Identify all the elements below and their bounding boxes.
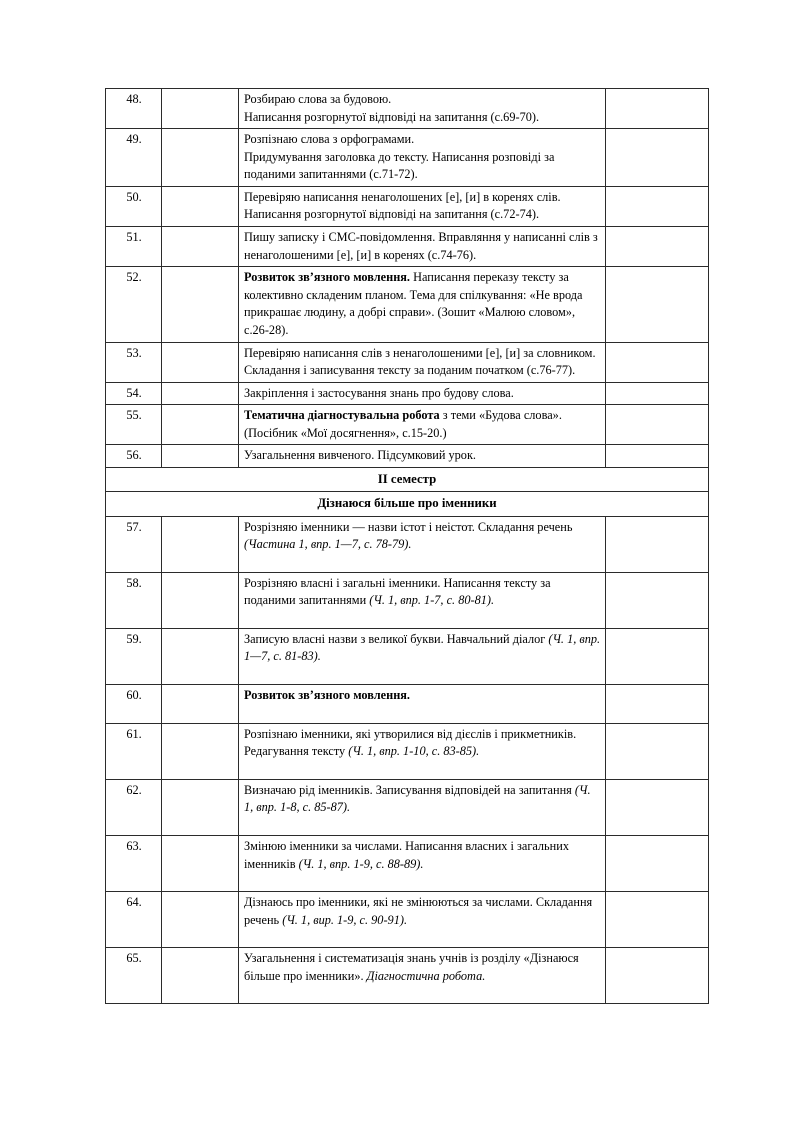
lesson-number-cell: 60. xyxy=(106,685,162,724)
lesson-date-cell[interactable] xyxy=(162,516,239,572)
lesson-date-cell[interactable] xyxy=(162,685,239,724)
lesson-date-cell[interactable] xyxy=(162,342,239,382)
lesson-date-cell[interactable] xyxy=(162,186,239,226)
topic-text-segment: Дізнаюсь про іменники, які не змінюються за числами. Складання речень xyxy=(244,895,593,927)
lesson-note-cell[interactable] xyxy=(606,516,709,572)
topic-line xyxy=(244,91,601,109)
topic-text-segment: (Ч. 1, вир. 1-9, с. 90-91). xyxy=(282,912,408,927)
lesson-date-cell[interactable] xyxy=(162,948,239,1004)
topic-text-segment: Розрізняю власні і загальні іменники. Написання тексту за поданими запитаннями xyxy=(244,575,551,608)
topic-text-segment: (Ч. 1, впр. 1—7, с. 81-83). xyxy=(244,631,601,664)
lesson-topic-cell xyxy=(239,835,606,891)
lesson-plan-body xyxy=(106,89,709,1004)
lesson-note-cell[interactable] xyxy=(606,628,709,684)
lesson-topic-cell xyxy=(239,572,606,628)
lesson-number-cell: 50. xyxy=(106,186,162,226)
topic-line xyxy=(244,631,601,666)
topic-text-segment: Написання переказу тексту за колективно складеним планом. Тема для спілкування: «Не врода прикрашає людину, а добрі справи». (Зошит «Малюю словом», с.26-28). xyxy=(244,270,583,337)
table-row xyxy=(106,342,709,382)
topic-line xyxy=(244,447,601,465)
topic-text-segment: (Ч. 1, впр. 1-9, с. 88-89). xyxy=(298,856,424,871)
topic-line xyxy=(244,894,601,929)
table-row xyxy=(106,835,709,891)
lesson-note-cell[interactable] xyxy=(606,779,709,835)
lesson-note-cell[interactable] xyxy=(606,267,709,342)
topic-line xyxy=(244,189,601,207)
topic-text-segment: (Частина 1, впр. 1—7, с. 78-79). xyxy=(244,537,412,552)
topic-line xyxy=(244,726,601,761)
lesson-topic-cell xyxy=(239,129,606,187)
topic-line xyxy=(244,385,601,403)
lesson-date-cell[interactable] xyxy=(162,572,239,628)
lesson-number-cell: 65. xyxy=(106,948,162,1004)
topic-text-segment: Розпізнаю слова з орфограмами. xyxy=(244,132,415,147)
lesson-date-cell[interactable] xyxy=(162,835,239,891)
topic-text-segment: Тематична діагностувальна робота xyxy=(244,408,440,423)
lesson-note-cell[interactable] xyxy=(606,572,709,628)
lesson-note-cell[interactable] xyxy=(606,892,709,948)
topic-text-segment: Розбираю слова за будовою. xyxy=(244,92,392,106)
lesson-number-cell: 49. xyxy=(106,129,162,187)
lesson-note-cell[interactable] xyxy=(606,382,709,405)
lesson-note-cell[interactable] xyxy=(606,227,709,267)
lesson-date-cell[interactable] xyxy=(162,227,239,267)
table-row xyxy=(106,267,709,342)
topic-text-segment: Перевіряю написання ненаголошених [е], [и] в коренях слів. xyxy=(244,189,561,204)
lesson-topic-cell xyxy=(239,779,606,835)
lesson-date-cell[interactable] xyxy=(162,129,239,187)
lesson-date-cell[interactable] xyxy=(162,267,239,342)
lesson-date-cell[interactable] xyxy=(162,892,239,948)
lesson-topic-cell xyxy=(239,516,606,572)
topic-text-segment: Написання розгорнутої відповіді на запитання (с.72-74). xyxy=(244,207,540,222)
lesson-note-cell[interactable] xyxy=(606,835,709,891)
lesson-number-cell: 58. xyxy=(106,572,162,628)
table-row xyxy=(106,779,709,835)
lesson-note-cell[interactable] xyxy=(606,89,709,129)
lesson-number-cell: 54. xyxy=(106,382,162,405)
lesson-topic-cell xyxy=(239,685,606,724)
lesson-number-cell: 63. xyxy=(106,835,162,891)
topic-text-segment: Визначаю рід іменників. Записування відповідей на запитання xyxy=(244,782,575,797)
lesson-note-cell[interactable] xyxy=(606,723,709,779)
lesson-topic-cell xyxy=(239,723,606,779)
lesson-date-cell[interactable] xyxy=(162,445,239,468)
topic-line xyxy=(244,687,601,705)
topic-line xyxy=(244,519,601,554)
topic-text-segment: Придумування заголовка до тексту. Написання розповіді за поданими запитаннями (с.71-72). xyxy=(244,149,555,182)
table-row xyxy=(106,948,709,1004)
topic-line xyxy=(244,362,601,380)
topic-text-segment: (Ч. 1, впр. 1-8, с. 85-87). xyxy=(244,782,591,815)
topic-text-segment: Діагностична робота. xyxy=(366,968,486,983)
topic-line xyxy=(244,131,601,149)
topic-text-segment: (Ч. 1, впр. 1-7, с. 80-81). xyxy=(369,593,495,608)
lesson-topic-cell xyxy=(239,382,606,405)
topic-line xyxy=(244,229,601,264)
topic-text-segment: (Ч. 1, впр. 1-10, с. 83-85). xyxy=(348,744,480,759)
lesson-number-cell: 51. xyxy=(106,227,162,267)
lesson-note-cell[interactable] xyxy=(606,405,709,445)
table-row xyxy=(106,723,709,779)
table-row xyxy=(106,685,709,724)
table-row xyxy=(106,405,709,445)
topic-line xyxy=(244,407,601,442)
lesson-topic-cell xyxy=(239,628,606,684)
topic-text-segment: Розвиток зв’язного мовлення. xyxy=(244,270,411,285)
lesson-plan-table xyxy=(105,88,709,1004)
lesson-number-cell: 61. xyxy=(106,723,162,779)
lesson-number-cell: 62. xyxy=(106,779,162,835)
topic-line xyxy=(244,950,601,985)
lesson-number-cell: 53. xyxy=(106,342,162,382)
section-header-title: Дізнаюся більше про іменники xyxy=(106,492,709,516)
topic-line xyxy=(244,269,601,339)
lesson-note-cell[interactable] xyxy=(606,685,709,724)
topic-text-segment: Змінюю іменники за числами. Написання власних і загальних іменників xyxy=(244,838,569,871)
lesson-number-cell: 48. xyxy=(106,89,162,129)
lesson-note-cell[interactable] xyxy=(606,445,709,468)
lesson-date-cell[interactable] xyxy=(162,779,239,835)
topic-text-segment: Складання і записування тексту за поданим початком (с.76-77). xyxy=(244,363,576,378)
lesson-number-cell: 64. xyxy=(106,892,162,948)
lesson-topic-cell xyxy=(239,405,606,445)
lesson-topic-cell xyxy=(239,445,606,468)
table-row xyxy=(106,572,709,628)
lesson-note-cell[interactable] xyxy=(606,342,709,382)
lesson-note-cell[interactable] xyxy=(606,186,709,226)
topic-text-segment: Узагальнення і систематизація знань учнів із розділу «Дізнаюся більше про іменники». xyxy=(244,951,579,983)
topic-text-segment: Закріплення і застосування знань про будову слова. xyxy=(244,385,514,400)
topic-text-segment: Узагальнення вивченого. Підсумковий урок. xyxy=(244,448,477,463)
lesson-topic-cell xyxy=(239,892,606,948)
lesson-note-cell[interactable] xyxy=(606,948,709,1004)
section-header-title: ІІ семестр xyxy=(106,467,709,491)
lesson-date-cell[interactable] xyxy=(162,405,239,445)
lesson-topic-cell xyxy=(239,227,606,267)
table-row xyxy=(106,227,709,267)
table-row xyxy=(106,382,709,405)
topic-text-segment: Перевіряю написання слів з ненаголошеними [е], [и] за словником. xyxy=(244,345,596,360)
table-row xyxy=(106,516,709,572)
topic-text-segment: з теми «Будова слова». (Посібник «Мої досягнення», с.15-20.) xyxy=(244,408,562,440)
lesson-topic-cell xyxy=(239,342,606,382)
lesson-topic-cell xyxy=(239,267,606,342)
section-header-row xyxy=(106,467,709,491)
lesson-date-cell[interactable] xyxy=(162,89,239,129)
lesson-date-cell[interactable] xyxy=(162,628,239,684)
lesson-date-cell[interactable] xyxy=(162,723,239,779)
lesson-number-cell: 52. xyxy=(106,267,162,342)
topic-line xyxy=(244,782,601,817)
lesson-number-cell: 55. xyxy=(106,405,162,445)
topic-line xyxy=(244,345,601,363)
table-row xyxy=(106,129,709,187)
topic-text-segment: Пишу записку і СМС-повідомлення. Вправляння у написанні слів з ненаголошеними [е], [и] в коренях (с.74-76). xyxy=(244,230,598,262)
lesson-number-cell: 56. xyxy=(106,445,162,468)
lesson-topic-cell xyxy=(239,89,606,129)
lesson-date-cell[interactable] xyxy=(162,382,239,405)
lesson-topic-cell xyxy=(239,186,606,226)
lesson-number-cell: 57. xyxy=(106,516,162,572)
topic-text-segment: Розрізняю іменники — назви істот і неістот. Складання речень xyxy=(244,519,573,534)
table-row xyxy=(106,186,709,226)
topic-line xyxy=(244,206,601,224)
topic-line xyxy=(244,575,601,610)
lesson-number-cell: 59. xyxy=(106,628,162,684)
table-row xyxy=(106,892,709,948)
topic-text-segment: Розвиток зв’язного мовлення. xyxy=(244,688,411,703)
topic-line xyxy=(244,109,601,127)
lesson-note-cell[interactable] xyxy=(606,129,709,187)
topic-text-segment: Написання розгорнутої відповіді на запитання (с.69-70). xyxy=(244,109,540,124)
section-header-row xyxy=(106,492,709,516)
topic-line xyxy=(244,149,601,184)
topic-line xyxy=(244,838,601,873)
topic-text-segment: Записую власні назви з великої букви. Навчальний діалог xyxy=(244,631,549,646)
topic-text-segment: Розпізнаю іменники, які утворилися від дієслів і прикметників. Редагування тексту xyxy=(244,726,577,759)
lesson-topic-cell xyxy=(239,948,606,1004)
table-row xyxy=(106,89,709,129)
table-row xyxy=(106,445,709,468)
table-row xyxy=(106,628,709,684)
